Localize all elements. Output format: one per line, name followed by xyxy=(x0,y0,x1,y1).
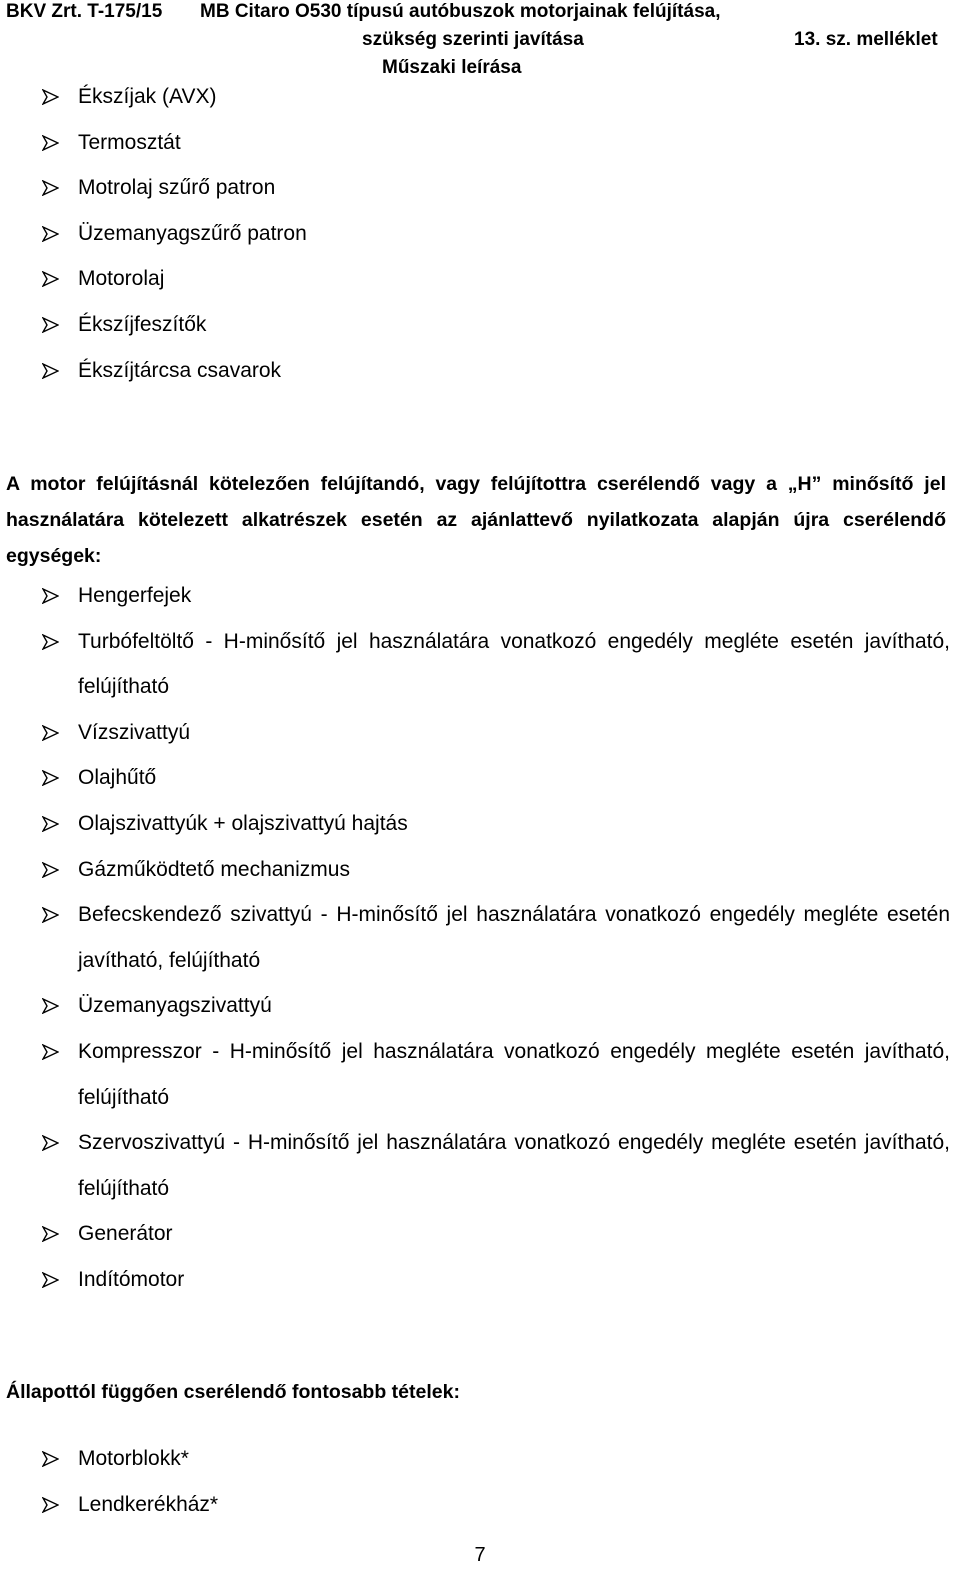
page-number: 7 xyxy=(474,1544,486,1566)
arrowhead-bullet-icon xyxy=(42,1044,59,1060)
list-item-text: Gázműködtető mechanizmus xyxy=(78,857,350,881)
arrowhead-bullet-icon xyxy=(42,1497,59,1513)
list-item xyxy=(42,1482,950,1528)
list-item-text: Befecskendező szivattyú - H-minősítő jel használatára vonatkozó engedély megléte esetén javítható, felújítható xyxy=(78,903,950,972)
list-item xyxy=(42,1436,950,1482)
list-item xyxy=(42,892,950,983)
list-item xyxy=(42,1029,950,1120)
list-item xyxy=(42,801,950,847)
mandatory-parts-list xyxy=(42,573,950,1303)
header-title-line1: MB Citaro O530 típusú autóbuszok motorjainak felújítása, xyxy=(200,1,721,22)
list-item-text: Motorblokk* xyxy=(78,1447,189,1470)
list-item-text: Kompresszor - H-minősítő jel használatára vonatkozó engedély megléte esetén javítható, felújítható xyxy=(78,1039,950,1109)
arrowhead-bullet-icon xyxy=(42,89,59,105)
list-item-text: Termosztát xyxy=(78,130,181,154)
list-item-text: Lendkerékház* xyxy=(78,1492,219,1516)
arrowhead-bullet-icon xyxy=(42,725,59,741)
list-item xyxy=(42,1120,950,1211)
list-item xyxy=(42,302,950,348)
condition-based-list xyxy=(42,1436,950,1527)
arrowhead-bullet-icon xyxy=(42,317,59,333)
list-item xyxy=(42,256,950,302)
list-item-text: Indítómotor xyxy=(78,1267,185,1291)
list-item-text: Hengerfejek xyxy=(78,584,192,607)
list-item-text: Üzemanyagszűrő patron xyxy=(78,221,307,245)
list-item xyxy=(42,165,950,211)
arrowhead-bullet-icon xyxy=(42,1226,59,1242)
arrowhead-bullet-icon xyxy=(42,1272,59,1288)
annex-label: 13. sz. melléklet xyxy=(794,29,938,50)
list-item xyxy=(42,1211,950,1257)
list-item xyxy=(42,847,950,893)
list-item-text: Olajhűtő xyxy=(78,766,157,790)
condition-based-heading: Állapottól függően cserélendő fontosabb tételek: xyxy=(6,1381,460,1403)
list-item-text: Generátor xyxy=(78,1222,173,1246)
arrowhead-bullet-icon xyxy=(42,907,59,923)
arrowhead-bullet-icon xyxy=(42,862,59,878)
list-item xyxy=(42,348,950,394)
list-item-text: Ékszíjtárcsa csavarok xyxy=(78,358,282,382)
mandatory-parts-paragraph: A motor felújításnál kötelezően felújítandó, vagy felújítottra cserélendő vagy a „H” minősítő jel használatára kötelezett alkatrészek esetén az ajánlattevő nyilatkozata alapján újra cserélendő egységek: xyxy=(6,473,946,567)
list-item xyxy=(42,619,950,710)
arrowhead-bullet-icon xyxy=(42,1451,59,1467)
consumables-list xyxy=(42,74,950,393)
list-item-text: Ékszíjfeszítők xyxy=(78,312,207,336)
list-item-text: Szervoszivattyú - H-minősítő jel használatára vonatkozó engedély megléte esetén javítható, felújítható xyxy=(78,1131,950,1200)
list-item xyxy=(42,755,950,801)
document-id: BKV Zrt. T-175/15 xyxy=(6,1,163,22)
header-title-line3: Műszaki leírása xyxy=(382,57,522,78)
list-item-text: Motorolaj xyxy=(78,267,165,291)
list-item-text: Üzemanyagszivattyú xyxy=(78,994,272,1018)
arrowhead-bullet-icon xyxy=(42,363,59,379)
header-title-line2: szükség szerinti javítása xyxy=(362,29,584,50)
list-item xyxy=(42,983,950,1029)
arrowhead-bullet-icon xyxy=(42,271,59,287)
list-item-text: Motrolaj szűrő patron xyxy=(78,176,276,200)
list-item-text: Vízszivattyú xyxy=(78,720,191,744)
arrowhead-bullet-icon xyxy=(42,180,59,196)
arrowhead-bullet-icon xyxy=(42,634,59,650)
list-item-text: Turbófeltöltő - H-minősítő jel használatára vonatkozó engedély megléte esetén javítható, felújítható xyxy=(78,629,950,699)
arrowhead-bullet-icon xyxy=(42,770,59,786)
arrowhead-bullet-icon xyxy=(42,1135,59,1151)
list-item-text: Ékszíjak (AVX) xyxy=(78,85,217,108)
arrowhead-bullet-icon xyxy=(42,998,59,1014)
arrowhead-bullet-icon xyxy=(42,135,59,151)
list-item xyxy=(42,120,950,166)
list-item xyxy=(42,710,950,756)
arrowhead-bullet-icon xyxy=(42,816,59,832)
arrowhead-bullet-icon xyxy=(42,226,59,242)
list-item xyxy=(42,1257,950,1303)
arrowhead-bullet-icon xyxy=(42,588,59,604)
list-item-text: Olajszivattyúk + olajszivattyú hajtás xyxy=(78,811,408,835)
list-item xyxy=(42,74,950,120)
list-item xyxy=(42,211,950,257)
list-item xyxy=(42,573,950,619)
